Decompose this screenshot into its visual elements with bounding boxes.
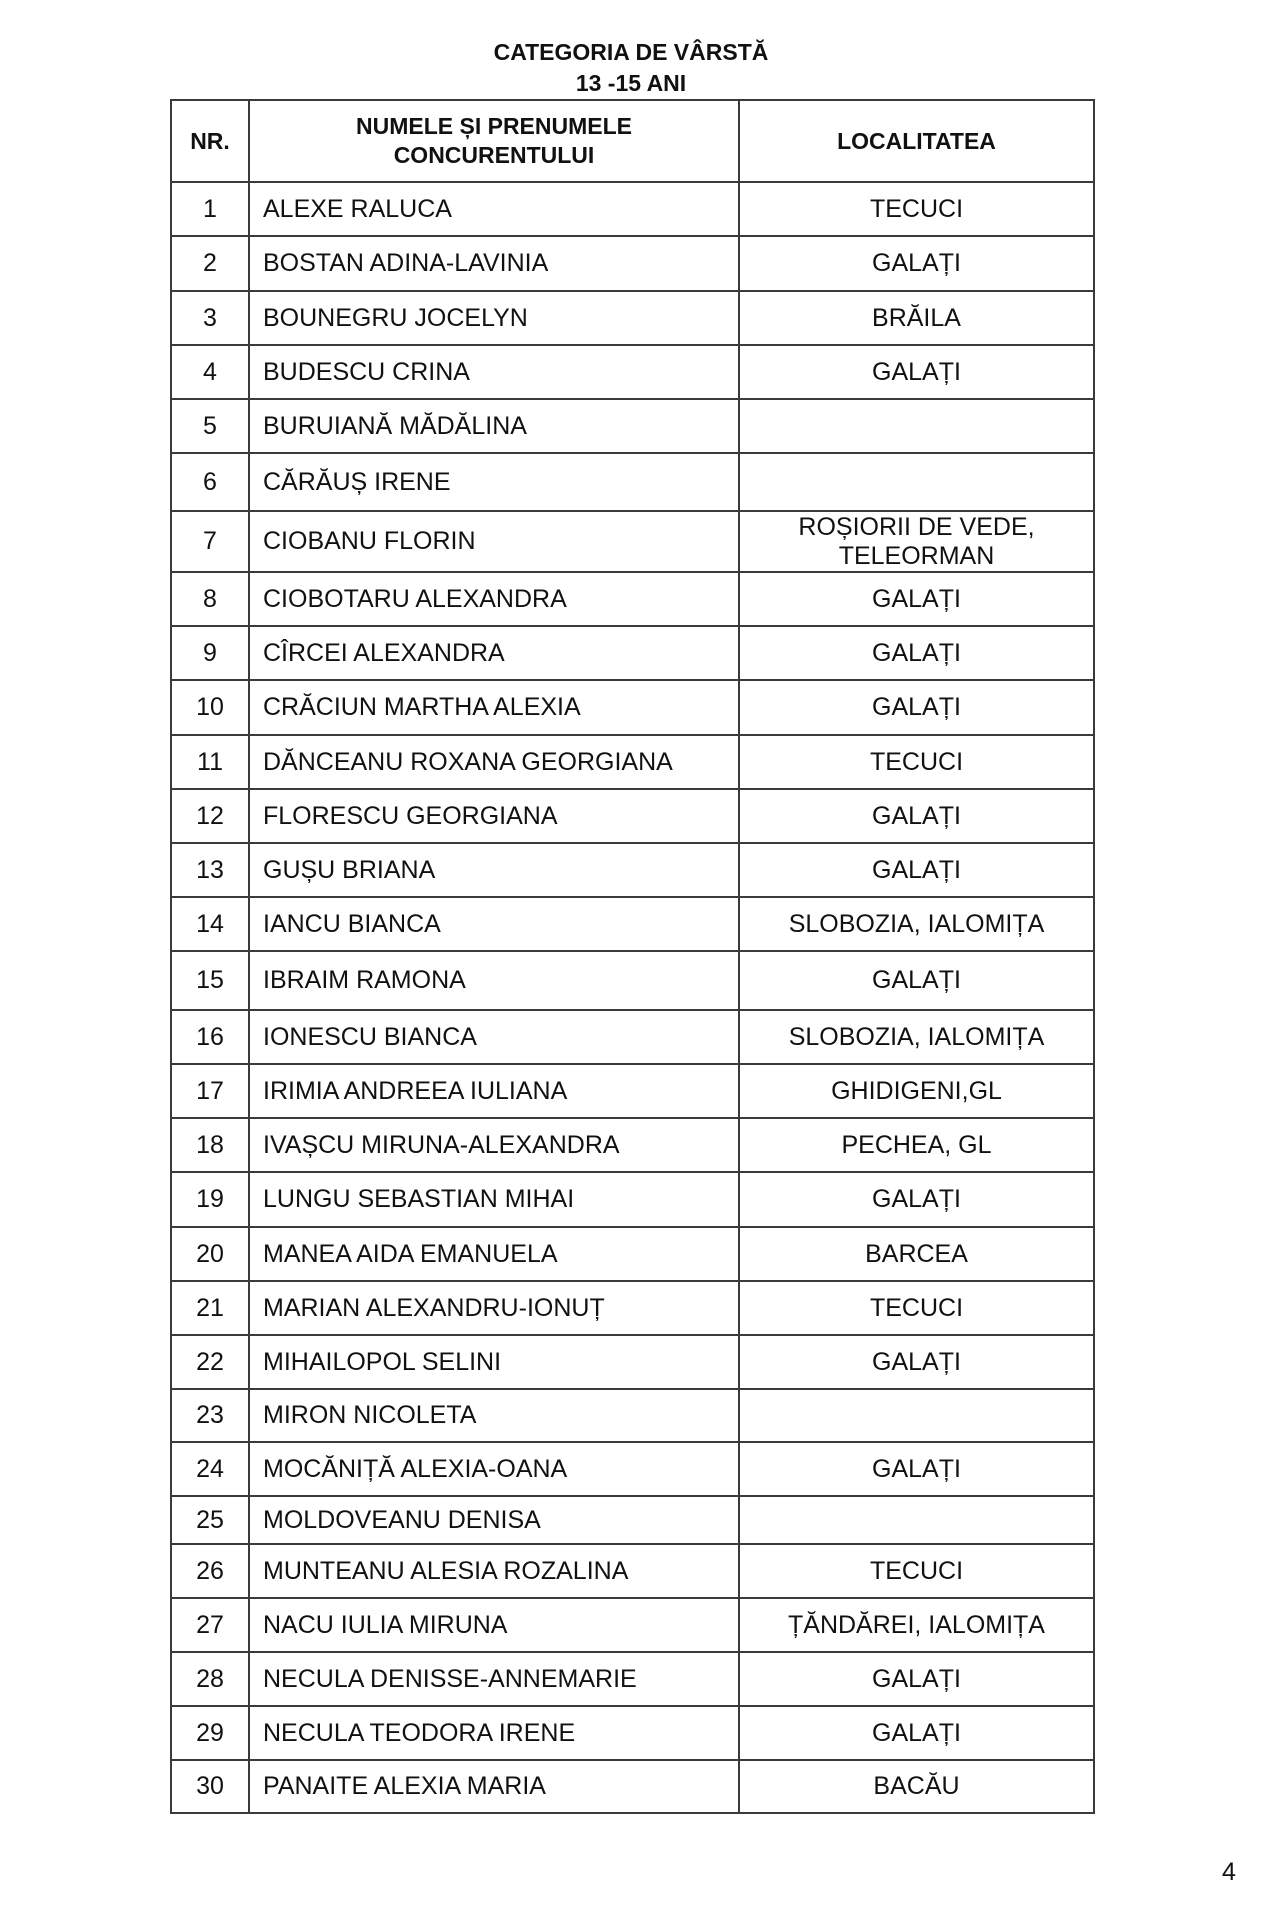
cell-locality: GALAȚI — [739, 1172, 1094, 1227]
cell-nr: 25 — [171, 1496, 249, 1544]
cell-name: FLORESCU GEORGIANA — [249, 789, 739, 843]
cell-nr: 16 — [171, 1010, 249, 1064]
cell-name: BUDESCU CRINA — [249, 345, 739, 399]
cell-locality: PECHEA, GL — [739, 1118, 1094, 1172]
cell-locality: GALAȚI — [739, 789, 1094, 843]
cell-locality: GALAȚI — [739, 236, 1094, 291]
cell-name: IVAȘCU MIRUNA-ALEXANDRA — [249, 1118, 739, 1172]
cell-locality: BACĂU — [739, 1760, 1094, 1813]
cell-nr: 1 — [171, 182, 249, 236]
cell-nr: 5 — [171, 399, 249, 453]
cell-locality: GALAȚI — [739, 843, 1094, 897]
page-number: 4 — [1222, 1858, 1236, 1886]
cell-name: LUNGU SEBASTIAN MIHAI — [249, 1172, 739, 1227]
cell-name: MOCĂNIȚĂ ALEXIA-OANA — [249, 1442, 739, 1496]
cell-nr: 26 — [171, 1544, 249, 1598]
table-row — [171, 399, 1094, 453]
cell-name: BURUIANĂ MĂDĂLINA — [249, 399, 739, 453]
cell-name: NACU IULIA MIRUNA — [249, 1598, 739, 1652]
table-row — [171, 182, 1094, 236]
table-row — [171, 291, 1094, 345]
table-row — [171, 680, 1094, 735]
cell-locality: GALAȚI — [739, 626, 1094, 680]
cell-locality: GALAȚI — [739, 1652, 1094, 1706]
cell-name: BOSTAN ADINA-LAVINIA — [249, 236, 739, 291]
cell-nr: 7 — [171, 511, 249, 572]
header-name: NUMELE ȘI PRENUMELE CONCURENTULUI — [249, 100, 739, 182]
cell-locality: SLOBOZIA, IALOMIȚA — [739, 897, 1094, 951]
table-row — [171, 789, 1094, 843]
cell-nr: 11 — [171, 735, 249, 789]
table-row — [171, 1118, 1094, 1172]
cell-nr: 27 — [171, 1598, 249, 1652]
cell-name: IONESCU BIANCA — [249, 1010, 739, 1064]
cell-locality: GALAȚI — [739, 572, 1094, 626]
cell-name: NECULA DENISSE-ANNEMARIE — [249, 1652, 739, 1706]
table-row — [171, 1389, 1094, 1442]
cell-nr: 10 — [171, 680, 249, 735]
cell-nr: 24 — [171, 1442, 249, 1496]
table-row — [171, 1281, 1094, 1335]
table-row — [171, 1496, 1094, 1544]
cell-locality — [739, 453, 1094, 511]
cell-name: MOLDOVEANU DENISA — [249, 1496, 739, 1544]
cell-locality: TECUCI — [739, 1281, 1094, 1335]
cell-nr: 12 — [171, 789, 249, 843]
cell-nr: 9 — [171, 626, 249, 680]
table-row — [171, 1544, 1094, 1598]
cell-locality: TECUCI — [739, 735, 1094, 789]
table-row — [171, 1010, 1094, 1064]
table-row — [171, 236, 1094, 291]
cell-locality: SLOBOZIA, IALOMIȚA — [739, 1010, 1094, 1064]
cell-nr: 4 — [171, 345, 249, 399]
cell-name: IANCU BIANCA — [249, 897, 739, 951]
cell-name: MUNTEANU ALESIA ROZALINA — [249, 1544, 739, 1598]
cell-name: ALEXE RALUCA — [249, 182, 739, 236]
table-row — [171, 1064, 1094, 1118]
table-row — [171, 453, 1094, 511]
table-row — [171, 1335, 1094, 1389]
cell-locality: ROȘIORII DE VEDE, TELEORMAN — [739, 511, 1094, 572]
cell-nr: 6 — [171, 453, 249, 511]
cell-locality: TECUCI — [739, 1544, 1094, 1598]
cell-name: CĂRĂUȘ IRENE — [249, 453, 739, 511]
table-row — [171, 1442, 1094, 1496]
cell-name: BOUNEGRU JOCELYN — [249, 291, 739, 345]
cell-name: MIHAILOPOL SELINI — [249, 1335, 739, 1389]
table-header-row — [171, 100, 1094, 182]
cell-locality: GALAȚI — [739, 951, 1094, 1010]
cell-nr: 29 — [171, 1706, 249, 1760]
cell-name: IRIMIA ANDREEA IULIANA — [249, 1064, 739, 1118]
cell-name: CÎRCEI ALEXANDRA — [249, 626, 739, 680]
cell-nr: 28 — [171, 1652, 249, 1706]
cell-locality: GALAȚI — [739, 1335, 1094, 1389]
cell-name: IBRAIM RAMONA — [249, 951, 739, 1010]
cell-locality — [739, 1389, 1094, 1442]
cell-locality: TECUCI — [739, 182, 1094, 236]
cell-name: DĂNCEANU ROXANA GEORGIANA — [249, 735, 739, 789]
cell-locality: BRĂILA — [739, 291, 1094, 345]
cell-locality: GALAȚI — [739, 1442, 1094, 1496]
table-row — [171, 1172, 1094, 1227]
cell-name: MANEA AIDA EMANUELA — [249, 1227, 739, 1281]
cell-nr: 15 — [171, 951, 249, 1010]
table-row — [171, 1652, 1094, 1706]
cell-locality: GALAȚI — [739, 680, 1094, 735]
table-row — [171, 345, 1094, 399]
header-locality: LOCALITATEA — [739, 100, 1094, 182]
cell-nr: 17 — [171, 1064, 249, 1118]
cell-locality: ȚĂNDĂREI, IALOMIȚA — [739, 1598, 1094, 1652]
cell-nr: 18 — [171, 1118, 249, 1172]
cell-name: CIOBANU FLORIN — [249, 511, 739, 572]
table-row — [171, 1760, 1094, 1813]
cell-nr: 3 — [171, 291, 249, 345]
cell-name: CRĂCIUN MARTHA ALEXIA — [249, 680, 739, 735]
cell-nr: 2 — [171, 236, 249, 291]
cell-locality — [739, 1496, 1094, 1544]
cell-locality: GALAȚI — [739, 1706, 1094, 1760]
cell-name: PANAITE ALEXIA MARIA — [249, 1760, 739, 1813]
cell-nr: 14 — [171, 897, 249, 951]
cell-locality — [739, 399, 1094, 453]
cell-name: GUȘU BRIANA — [249, 843, 739, 897]
table-row — [171, 951, 1094, 1010]
age-category-subtitle: 13 -15 ANI — [575, 70, 687, 96]
table-row — [171, 1706, 1094, 1760]
cell-nr: 21 — [171, 1281, 249, 1335]
cell-name: MARIAN ALEXANDRU-IONUȚ — [249, 1281, 739, 1335]
table-row — [171, 511, 1094, 572]
table-row — [171, 1227, 1094, 1281]
cell-locality: BARCEA — [739, 1227, 1094, 1281]
cell-name: CIOBOTARU ALEXANDRA — [249, 572, 739, 626]
table-row — [171, 897, 1094, 951]
cell-nr: 8 — [171, 572, 249, 626]
cell-nr: 20 — [171, 1227, 249, 1281]
document-title: CATEGORIA DE VÂRSTĂ — [493, 39, 769, 65]
table-row — [171, 1598, 1094, 1652]
cell-name: MIRON NICOLETA — [249, 1389, 739, 1442]
table-row — [171, 735, 1094, 789]
table-row — [171, 572, 1094, 626]
contestants-table — [170, 99, 1095, 1814]
cell-nr: 13 — [171, 843, 249, 897]
cell-nr: 22 — [171, 1335, 249, 1389]
cell-nr: 19 — [171, 1172, 249, 1227]
table-row — [171, 843, 1094, 897]
cell-nr: 30 — [171, 1760, 249, 1813]
table-row — [171, 626, 1094, 680]
cell-locality: GALAȚI — [739, 345, 1094, 399]
cell-nr: 23 — [171, 1389, 249, 1442]
cell-locality: GHIDIGENI,GL — [739, 1064, 1094, 1118]
cell-name: NECULA TEODORA IRENE — [249, 1706, 739, 1760]
header-nr: NR. — [171, 100, 249, 182]
